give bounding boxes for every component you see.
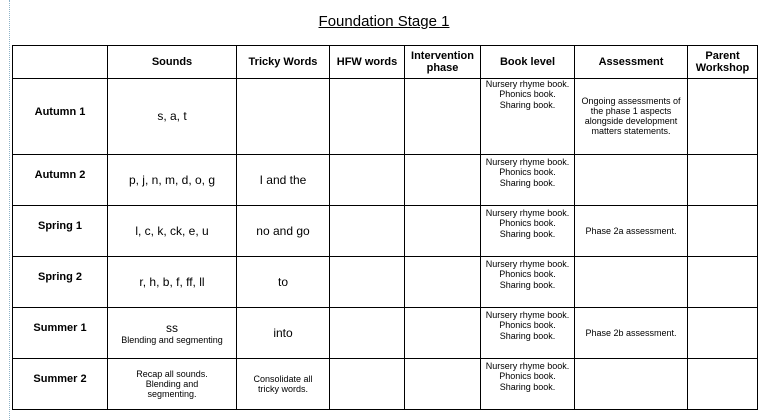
term-cell: Spring 1 bbox=[13, 206, 108, 257]
book-line-sharing: Sharing book. bbox=[499, 381, 556, 392]
hfw-words-cell bbox=[330, 308, 405, 359]
parent-workshop-cell bbox=[688, 206, 758, 257]
intervention-phase-cell bbox=[405, 308, 481, 359]
book-level-cell bbox=[481, 79, 575, 155]
header-hfw-words: HFW words bbox=[330, 46, 405, 79]
book-level-cell bbox=[481, 257, 575, 308]
hfw-words-cell bbox=[330, 257, 405, 308]
table-row bbox=[13, 308, 758, 359]
sounds-note: Recap all sounds. Blending and segmenting. bbox=[136, 369, 208, 399]
header-book-level: Book level bbox=[481, 46, 575, 79]
book-line-sharing: Sharing book. bbox=[499, 330, 556, 341]
sounds-text: ss bbox=[166, 321, 178, 335]
term-cell: Autumn 1 bbox=[13, 79, 108, 155]
sounds-cell bbox=[108, 206, 237, 257]
header-parent-workshop: Parent Workshop bbox=[688, 46, 758, 79]
book-level-cell bbox=[481, 155, 575, 206]
book-line-phonics: Phonics book. bbox=[499, 218, 556, 229]
tricky-words-cell bbox=[237, 79, 330, 155]
book-line-sharing: Sharing book. bbox=[499, 177, 556, 188]
sounds-text: l, c, k, ck, e, u bbox=[135, 224, 209, 238]
book-level-cell bbox=[481, 206, 575, 257]
header-term bbox=[13, 46, 108, 79]
book-line-nursery: Nursery rhyme book. bbox=[485, 310, 570, 320]
sounds-cell bbox=[108, 257, 237, 308]
tricky-words-cell: I and the bbox=[237, 155, 330, 206]
intervention-phase-cell bbox=[405, 79, 481, 155]
tricky-words-cell: into bbox=[237, 308, 330, 359]
book-line-nursery: Nursery rhyme book. bbox=[485, 259, 570, 269]
phonics-plan-table bbox=[12, 45, 758, 410]
hfw-words-cell bbox=[330, 155, 405, 206]
sounds-text: s, a, t bbox=[157, 109, 187, 123]
table-row bbox=[13, 257, 758, 308]
book-line-nursery: Nursery rhyme book. bbox=[485, 208, 570, 218]
book-line-nursery: Nursery rhyme book. bbox=[485, 79, 570, 89]
assessment-cell bbox=[575, 257, 688, 308]
term-cell: Summer 1 bbox=[13, 308, 108, 359]
table-row bbox=[13, 359, 758, 410]
assessment-cell: Phase 2a assessment. bbox=[575, 206, 688, 257]
hfw-words-cell bbox=[330, 359, 405, 410]
book-line-phonics: Phonics book. bbox=[499, 371, 556, 382]
book-line-sharing: Sharing book. bbox=[499, 228, 556, 239]
hfw-words-cell bbox=[330, 206, 405, 257]
sounds-cell bbox=[108, 308, 237, 359]
book-line-phonics: Phonics book. bbox=[499, 89, 556, 100]
tricky-words-cell: to bbox=[237, 257, 330, 308]
sounds-text: r, h, b, f, ff, ll bbox=[139, 275, 205, 289]
header-intervention-phase: Intervention phase bbox=[405, 46, 481, 79]
parent-workshop-cell bbox=[688, 359, 758, 410]
hfw-words-cell bbox=[330, 79, 405, 155]
sounds-note: Blending and segmenting bbox=[121, 335, 223, 345]
parent-workshop-cell bbox=[688, 155, 758, 206]
tricky-words-cell: Consolidate all tricky words. bbox=[237, 359, 330, 410]
intervention-phase-cell bbox=[405, 359, 481, 410]
parent-workshop-cell bbox=[688, 79, 758, 155]
book-line-sharing: Sharing book. bbox=[499, 279, 556, 290]
header-row bbox=[13, 46, 758, 79]
sounds-text: p, j, n, m, d, o, g bbox=[128, 173, 216, 187]
header-sounds: Sounds bbox=[108, 46, 237, 79]
intervention-phase-cell bbox=[405, 155, 481, 206]
book-line-sharing: Sharing book. bbox=[499, 99, 556, 110]
table-row bbox=[13, 155, 758, 206]
book-level-cell bbox=[481, 359, 575, 410]
header-tricky-words: Tricky Words bbox=[237, 46, 330, 79]
assessment-cell bbox=[575, 155, 688, 206]
parent-workshop-cell bbox=[688, 308, 758, 359]
book-line-nursery: Nursery rhyme book. bbox=[485, 157, 570, 167]
assessment-cell bbox=[575, 359, 688, 410]
book-line-nursery: Nursery rhyme book. bbox=[485, 361, 570, 371]
table-row bbox=[13, 206, 758, 257]
sounds-cell bbox=[108, 79, 237, 155]
intervention-phase-cell bbox=[405, 206, 481, 257]
sounds-cell bbox=[108, 155, 237, 206]
book-line-phonics: Phonics book. bbox=[499, 320, 556, 331]
book-line-phonics: Phonics book. bbox=[499, 167, 556, 178]
table-row bbox=[13, 79, 758, 155]
page-margin-line bbox=[9, 0, 10, 420]
assessment-cell: Phase 2b assessment. bbox=[575, 308, 688, 359]
term-cell: Autumn 2 bbox=[13, 155, 108, 206]
document-title: Foundation Stage 1 bbox=[318, 13, 450, 30]
intervention-phase-cell bbox=[405, 257, 481, 308]
book-level-cell bbox=[481, 308, 575, 359]
term-cell: Summer 2 bbox=[13, 359, 108, 410]
term-cell: Spring 2 bbox=[13, 257, 108, 308]
sounds-cell bbox=[108, 359, 237, 410]
header-assessment: Assessment bbox=[575, 46, 688, 79]
tricky-words-cell: no and go bbox=[237, 206, 330, 257]
book-line-phonics: Phonics book. bbox=[499, 269, 556, 280]
assessment-cell: Ongoing assessments of the phase 1 aspects alongside development matters statements. bbox=[575, 79, 688, 155]
parent-workshop-cell bbox=[688, 257, 758, 308]
